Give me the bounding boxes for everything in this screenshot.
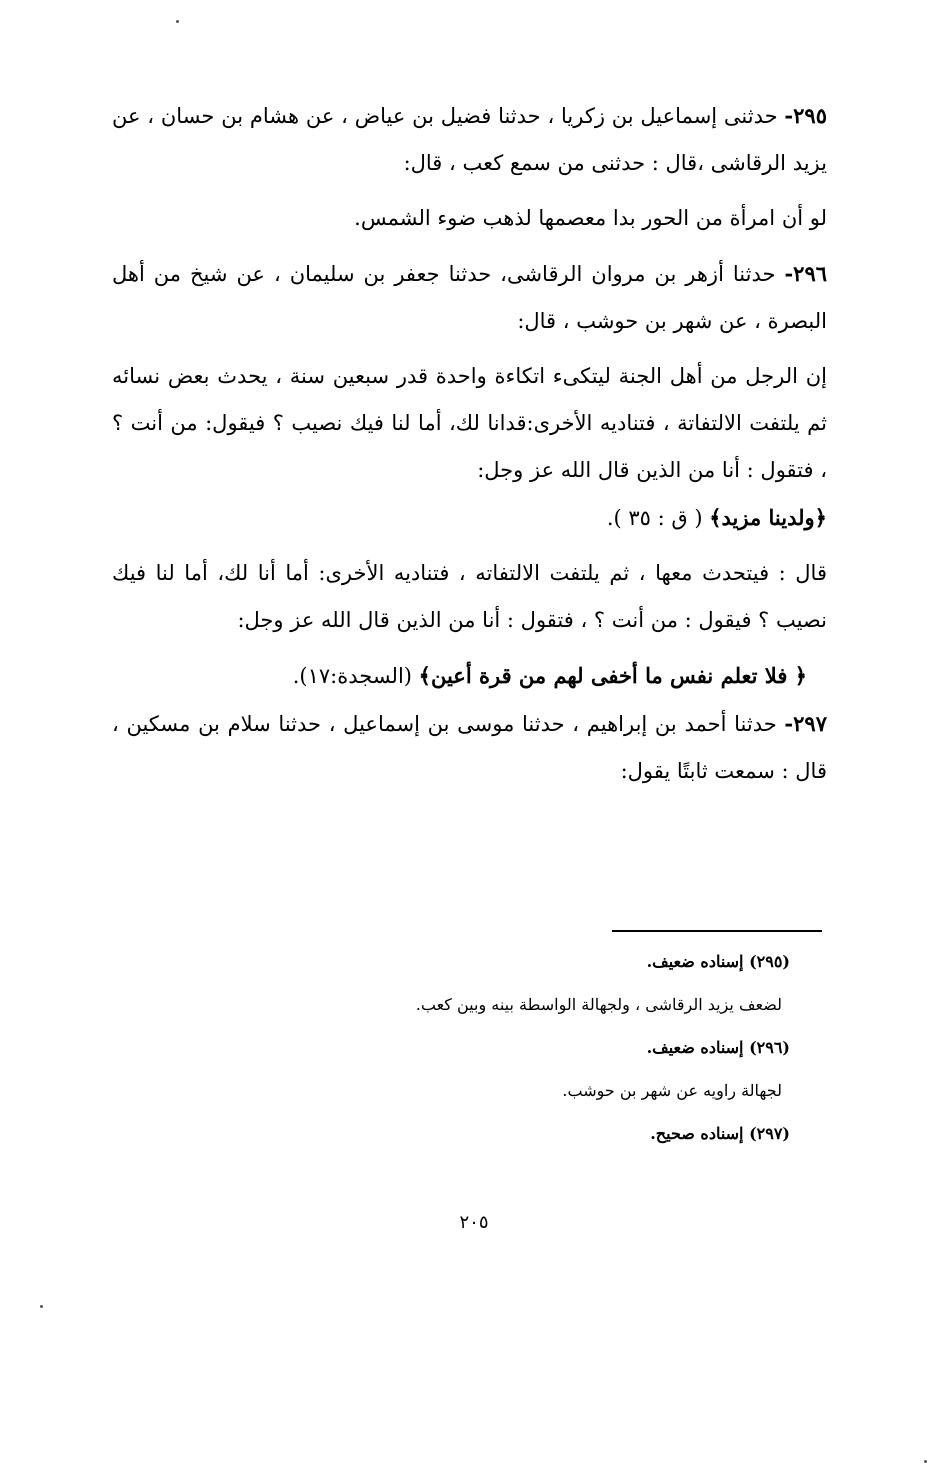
footnote-297-grade: (٢٩٧) إسناده صحيح.: [650, 1124, 790, 1143]
scan-speck: [176, 20, 179, 23]
hadith-295-isnad-line2: هشام بن حسان ، عن يزيد الرقاشى ،قال : حدثنى من سمع كعب ، قال:: [112, 104, 827, 175]
quran-verse-1: [112, 494, 827, 542]
hadith-297-isnad-line2: سلام بن مسكين ، قال : سمعت ثابتًا يقول:: [112, 712, 827, 783]
main-text: [112, 92, 827, 795]
quran-verse-2-ref: (السجدة:١٧).: [292, 664, 412, 688]
quran-verse-1-text: ﴿ولدينا مزيد﴾: [709, 505, 827, 530]
scan-speck: [40, 1305, 43, 1308]
hadith-296-isnad: [112, 250, 827, 345]
hadith-296-isnad-line1: حدثنا أزهر بن مروان الرقاشى، حدثنا جعفر بن سليمان ،: [273, 262, 776, 286]
hadith-295-isnad-line1: حدثنى إسماعيل بن زكريا ، حدثنا فضيل بن عياض ، عن: [305, 104, 778, 128]
hadith-295-number: ٢٩٥-: [784, 103, 827, 128]
footnote-296-grade: (٢٩٦) إسناده ضعيف.: [646, 1038, 790, 1057]
hadith-296-number: ٢٩٦-: [784, 261, 828, 286]
quran-verse-1-ref: ( ق : ٣٥ ).: [606, 506, 703, 530]
hadith-295-isnad: [112, 92, 827, 187]
hadith-297-isnad: [112, 700, 827, 795]
footnote-295-grade: (٢٩٥) إسناده ضعيف.: [646, 952, 790, 971]
hadith-296-text-1: إن الرجل من أهل الجنة ليتكىء اتكاءة واحدة قدر سبعين سنة ، يحدث بعض نسائه ثم يلتفت الالتفاتة ، فتناديه الأخرى:قدانا لك، أما لنا فيك نصيب ؟ فيقول: من أنت ؟ ، فتقول : أنا من الذين قال الله عز وجل:: [112, 364, 827, 482]
footnote-295-reason: لضعف يزيد الرقاشى ، ولجهالة الواسطة بينه وبين كعب.: [415, 995, 782, 1014]
footnotes: [250, 940, 790, 1155]
hadith-297-isnad-line1: حدثنا أحمد بن إبراهيم ، حدثنا موسى بن إسماعيل ، حدثنا: [278, 712, 777, 736]
quran-verse-2: [112, 652, 827, 700]
footnote-divider: [612, 930, 822, 932]
quran-verse-2-text: ﴿ فلا تعلم نفس ما أخفى لهم من قرة أعين﴾: [418, 663, 807, 688]
hadith-296-isnad-line2: عن شيخ من أهل البصرة ، عن شهر بن حوشب ، قال:: [112, 262, 827, 333]
scan-speck: [924, 1460, 927, 1463]
hadith-297-number: ٢٩٧-: [784, 711, 827, 736]
page-number: ٢٠٥: [459, 1212, 489, 1233]
hadith-295-text: لو أن امرأة من الحور بدا معصمها لذهب ضوء الشمس.: [354, 206, 827, 230]
hadith-296-text-2: قال : فيتحدث معها ، ثم يلتفت الالتفاته ، فتناديه الأخرى: أما أنا لك، أما لنا فيك نصيب ؟ فيقول : من أنت ؟ ، فتقول : أنا من الذين قال الله عز وجل:: [112, 561, 827, 632]
footnote-296-reason: لجهالة راويه عن شهر بن حوشب.: [562, 1081, 782, 1100]
